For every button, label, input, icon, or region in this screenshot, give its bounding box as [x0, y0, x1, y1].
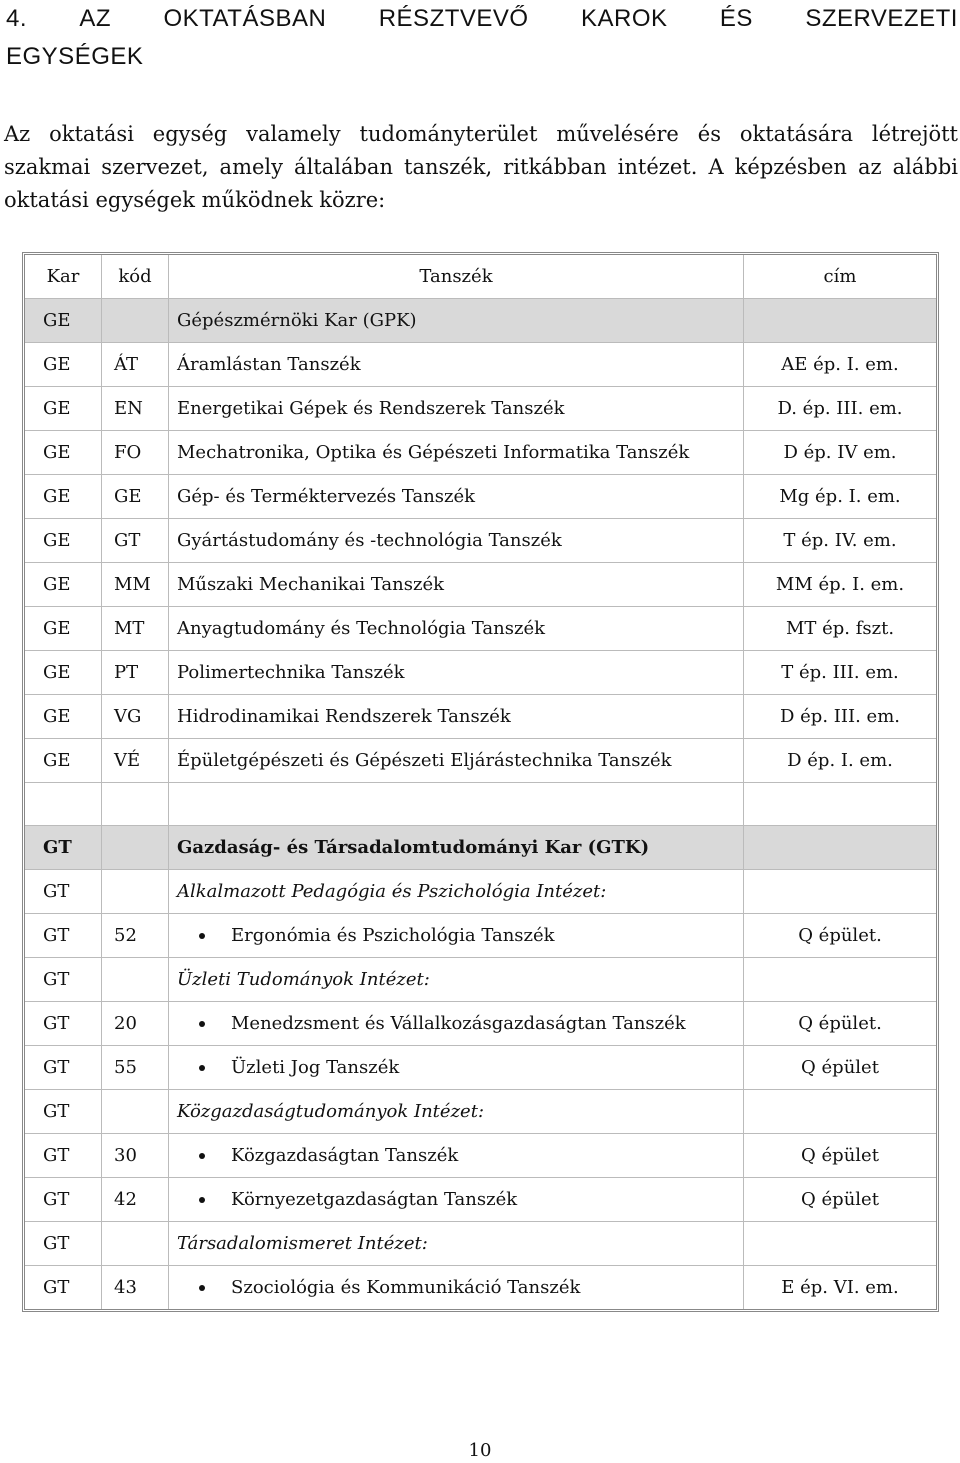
- cell-kod: 43: [102, 1266, 169, 1309]
- cell-cim: [744, 1090, 936, 1134]
- cell-kod: [102, 958, 169, 1002]
- institute-row: [25, 1222, 936, 1266]
- intro-line: Az oktatási egység valamely tudományterület művelésére és oktatására létrejött: [4, 122, 958, 146]
- heading-word: RÉSZTVEVŐ: [378, 5, 529, 32]
- cell-department: [169, 914, 744, 958]
- table-row: [25, 563, 936, 607]
- cell-kar: GE: [25, 695, 102, 739]
- intro-line: szakmai szervezet, amely általában tanszék, ritkábban intézet. A képzésben az alábbi: [4, 155, 958, 179]
- cell-department-name: Áramlástan Tanszék: [169, 343, 744, 387]
- table-row: [25, 1046, 936, 1090]
- cell-kar: GT: [25, 1046, 102, 1090]
- heading-word: 4.: [6, 5, 28, 32]
- units-table: [22, 252, 939, 1312]
- cell-department-name: Szociológia és Kommunikáció Tanszék: [231, 1277, 581, 1298]
- cell-cim: [744, 299, 936, 343]
- header-tanszek: Tanszék: [169, 255, 744, 299]
- cell-cim: Mg ép. I. em.: [744, 475, 936, 519]
- cell-kod: [102, 870, 169, 914]
- faculty-row-gt: [25, 826, 936, 870]
- cell-kod: 52: [102, 914, 169, 958]
- cell-kar: GE: [25, 299, 102, 343]
- cell-faculty-name: Gépészmérnöki Kar (GPK): [169, 299, 744, 343]
- heading-word: ÉS: [719, 5, 753, 32]
- cell-kar: GE: [25, 739, 102, 783]
- institute-row: [25, 1090, 936, 1134]
- heading-line-2: EGYSÉGEK: [6, 43, 144, 70]
- heading-word: SZERVEZETI: [805, 5, 958, 32]
- cell-cim: Q épület: [744, 1178, 936, 1222]
- cell-cim: T ép. IV. em.: [744, 519, 936, 563]
- cell-department: [169, 1178, 744, 1222]
- heading-word: AZ: [79, 5, 112, 32]
- cell-cim: AE ép. I. em.: [744, 343, 936, 387]
- cell-cim: [744, 958, 936, 1002]
- cell-kod: [102, 826, 169, 870]
- cell-institute-name: Közgazdaságtudományok Intézet:: [169, 1090, 744, 1134]
- cell-department: [169, 1134, 744, 1178]
- cell-kar: GT: [25, 870, 102, 914]
- spacer-row: [25, 783, 936, 826]
- bullet-icon: [199, 933, 205, 939]
- cell-kod: [102, 299, 169, 343]
- cell-cim: Q épület.: [744, 914, 936, 958]
- table-row: [25, 475, 936, 519]
- cell-institute-name: Társadalomismeret Intézet:: [169, 1222, 744, 1266]
- table-row: [25, 431, 936, 475]
- cell-kod: VG: [102, 695, 169, 739]
- bullet-icon: [199, 1197, 205, 1203]
- cell-kod: [102, 1090, 169, 1134]
- heading-word: OKTATÁSBAN: [163, 5, 327, 32]
- cell-cim: [744, 826, 936, 870]
- cell-cim: D. ép. III. em.: [744, 387, 936, 431]
- cell-kar: GT: [25, 826, 102, 870]
- cell-institute-name: Alkalmazott Pedagógia és Pszichológia Intézet:: [169, 870, 744, 914]
- cell-kod: FO: [102, 431, 169, 475]
- header-kar: Kar: [25, 255, 102, 299]
- cell-department-name: Anyagtudomány és Technológia Tanszék: [169, 607, 744, 651]
- cell-kod: 30: [102, 1134, 169, 1178]
- bullet-icon: [199, 1065, 205, 1071]
- cell-cim: [744, 1222, 936, 1266]
- page-number: 10: [468, 1440, 492, 1461]
- cell-kod: MM: [102, 563, 169, 607]
- cell-institute-name: Üzleti Tudományok Intézet:: [169, 958, 744, 1002]
- table-row: [25, 651, 936, 695]
- heading-word: KAROK: [580, 5, 668, 32]
- cell-kod: VÉ: [102, 739, 169, 783]
- bullet-icon: [199, 1021, 205, 1027]
- bullet-icon: [199, 1285, 205, 1291]
- cell-department-name: Hidrodinamikai Rendszerek Tanszék: [169, 695, 744, 739]
- table-row: [25, 1178, 936, 1222]
- cell-department-name: Épületgépészeti és Gépészeti Eljárástechnika Tanszék: [169, 739, 744, 783]
- cell-kar: GE: [25, 387, 102, 431]
- table-row: [25, 1002, 936, 1046]
- section-heading: [6, 0, 958, 76]
- cell-kar: GT: [25, 958, 102, 1002]
- cell-cim: T ép. III. em.: [744, 651, 936, 695]
- cell-kar: GE: [25, 475, 102, 519]
- cell-department-name: Gép- és Terméktervezés Tanszék: [169, 475, 744, 519]
- bullet-icon: [199, 1153, 205, 1159]
- intro-line: oktatási egységek működnek közre:: [4, 188, 386, 212]
- cell-department-name: Műszaki Mechanikai Tanszék: [169, 563, 744, 607]
- table-row: [25, 914, 936, 958]
- heading-line-1: [6, 0, 958, 38]
- table-row: [25, 607, 936, 651]
- table-row: [25, 695, 936, 739]
- cell-department-name: Környezetgazdaságtan Tanszék: [231, 1189, 518, 1210]
- cell-department-name: Mechatronika, Optika és Gépészeti Informatika Tanszék: [169, 431, 744, 475]
- cell-department-name: Üzleti Jog Tanszék: [231, 1057, 400, 1078]
- cell-kar: GT: [25, 1134, 102, 1178]
- cell-department: [169, 1046, 744, 1090]
- faculty-row-ge: [25, 299, 936, 343]
- cell-cim: D ép. IV em.: [744, 431, 936, 475]
- cell-kar: GE: [25, 519, 102, 563]
- cell-kar: GT: [25, 1002, 102, 1046]
- cell-kar: GE: [25, 607, 102, 651]
- cell-kar: GT: [25, 914, 102, 958]
- cell-faculty-name: Gazdaság- és Társadalomtudományi Kar (GTK): [169, 826, 744, 870]
- cell-cim: E ép. VI. em.: [781, 1277, 899, 1298]
- cell-kod: 42: [102, 1178, 169, 1222]
- header-kod: kód: [102, 255, 169, 299]
- cell-cim: D ép. III. em.: [744, 695, 936, 739]
- table-row: [25, 387, 936, 431]
- cell-kod: [102, 1222, 169, 1266]
- cell-cim: MT ép. fszt.: [744, 607, 936, 651]
- cell-kar: GE: [25, 431, 102, 475]
- cell-department-name: Gyártástudomány és -technológia Tanszék: [169, 519, 744, 563]
- header-cim: cím: [744, 255, 936, 299]
- cell-department-name: Ergonómia és Pszichológia Tanszék: [231, 925, 555, 946]
- cell-cim: Q épület: [744, 1134, 936, 1178]
- cell-kod: GE: [102, 475, 169, 519]
- table-header-row: [25, 255, 936, 299]
- cell-cim: Q épület.: [744, 1002, 936, 1046]
- institute-row: [25, 870, 936, 914]
- cell-kar: GE: [25, 343, 102, 387]
- cell-department-name: Polimertechnika Tanszék: [169, 651, 744, 695]
- cell-kod: GT: [102, 519, 169, 563]
- cell-department: [169, 1266, 744, 1309]
- intro-paragraph: [4, 118, 958, 217]
- cell-cim: Q épület: [744, 1046, 936, 1090]
- cell-kar: GT: [25, 1090, 102, 1134]
- cell-cim: [744, 870, 936, 914]
- cell-kar: GT: [25, 1222, 102, 1266]
- cell-kod: EN: [102, 387, 169, 431]
- cell-department: [169, 1002, 744, 1046]
- cell-department-name: Menedzsment és Vállalkozásgazdaságtan Tanszék: [231, 1013, 686, 1034]
- table-row: [25, 343, 936, 387]
- cell-kod: 20: [102, 1002, 169, 1046]
- cell-kar: GE: [25, 563, 102, 607]
- cell-cim: D ép. I. em.: [744, 739, 936, 783]
- cell-kod: ÁT: [102, 343, 169, 387]
- cell-kod: PT: [102, 651, 169, 695]
- institute-row: [25, 958, 936, 1002]
- cell-kar: GT: [25, 1178, 102, 1222]
- cell-cim: MM ép. I. em.: [744, 563, 936, 607]
- table-row: [25, 519, 936, 563]
- table-row: [25, 1266, 936, 1309]
- table-row: [25, 739, 936, 783]
- cell-department-name: Közgazdaságtan Tanszék: [231, 1145, 459, 1166]
- cell-kar: GT: [25, 1266, 102, 1309]
- cell-kod: MT: [102, 607, 169, 651]
- cell-kar: GE: [25, 651, 102, 695]
- cell-kod: 55: [102, 1046, 169, 1090]
- cell-department-name: Energetikai Gépek és Rendszerek Tanszék: [169, 387, 744, 431]
- table-row: [25, 1134, 936, 1178]
